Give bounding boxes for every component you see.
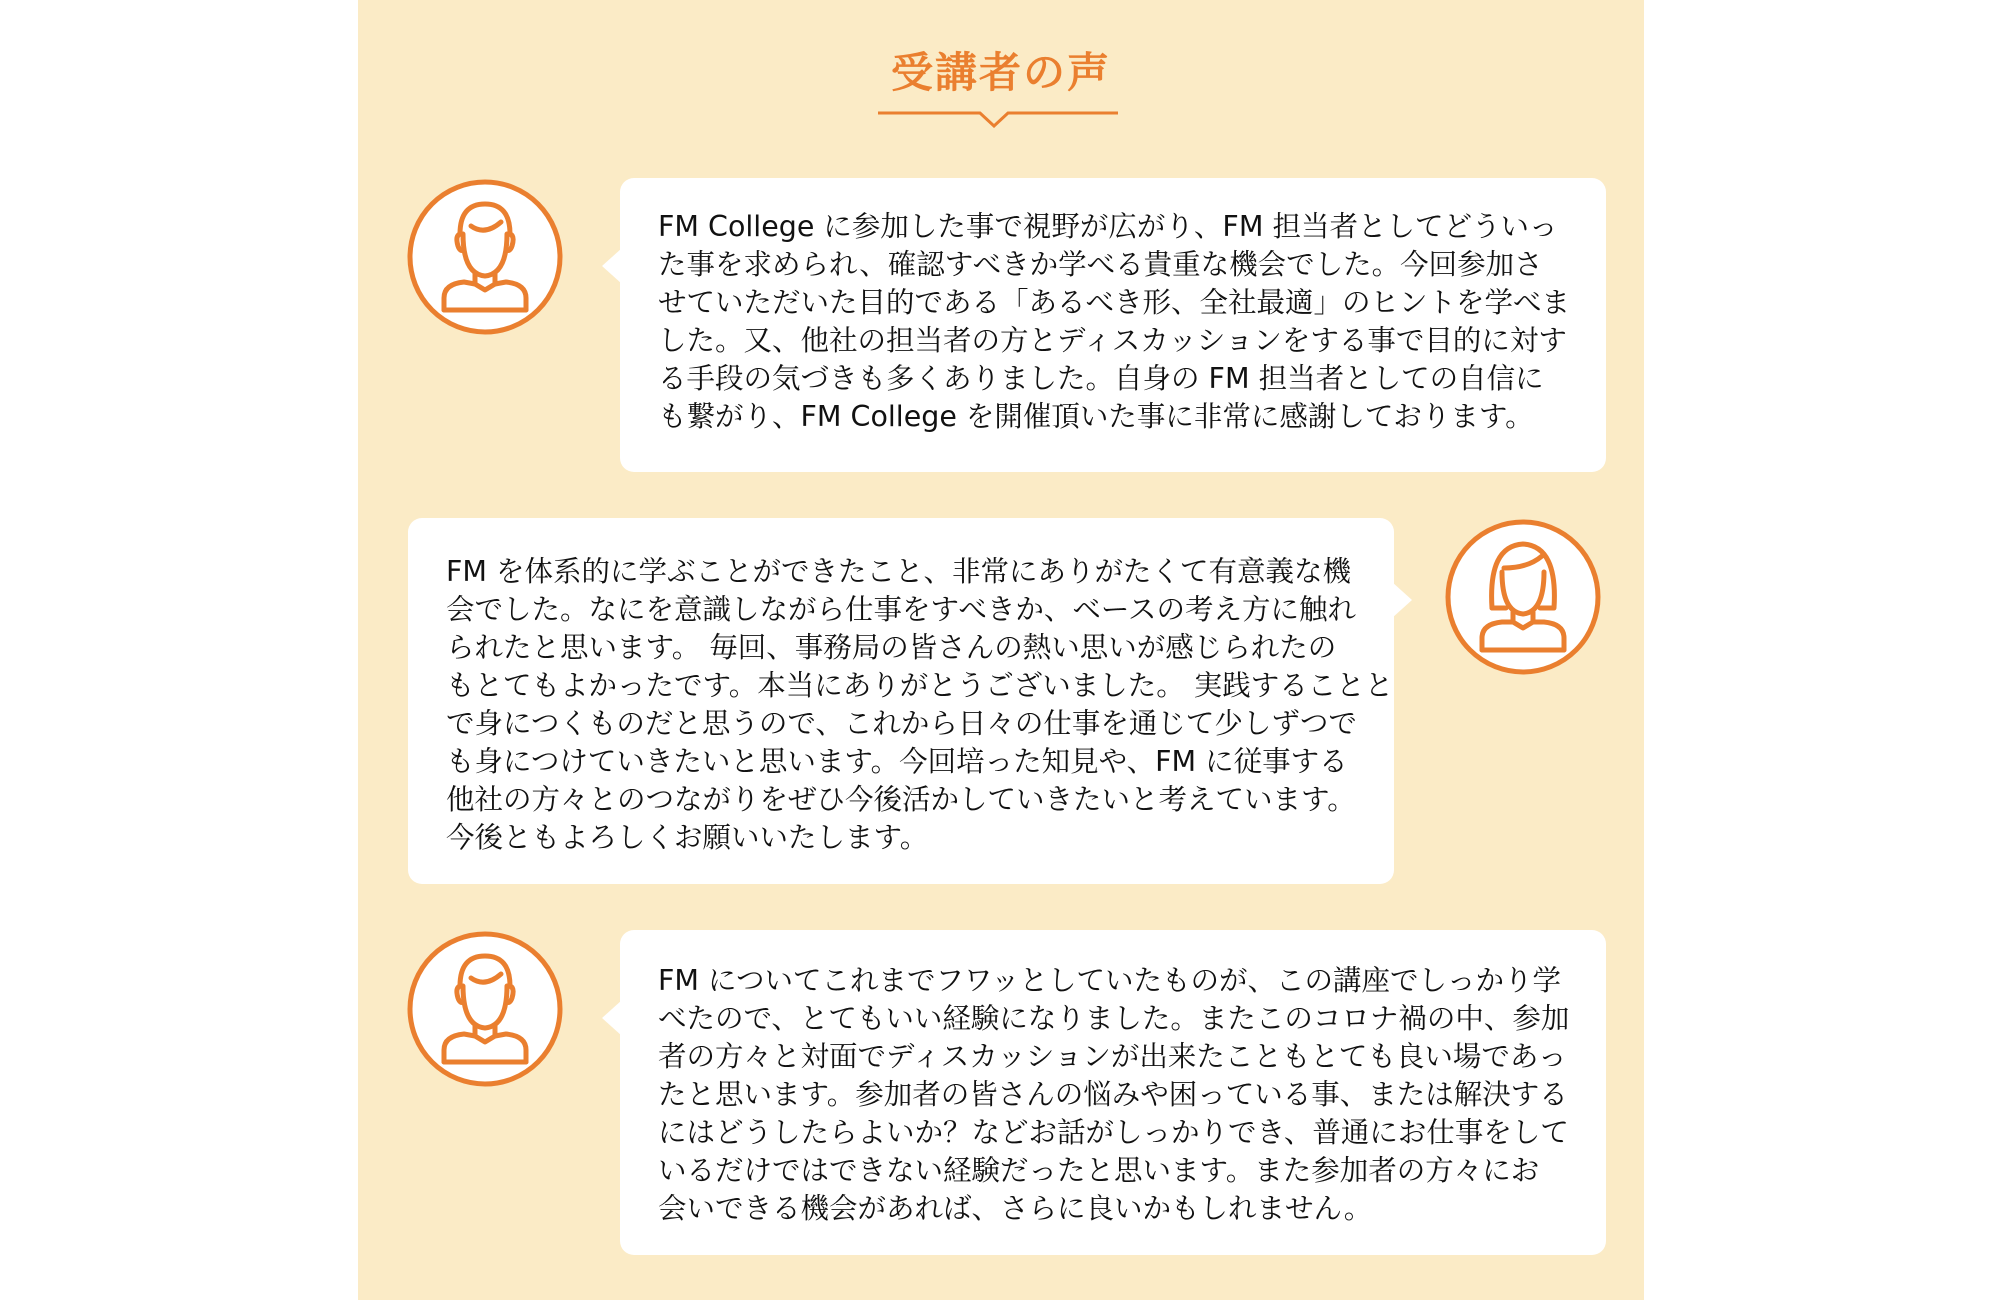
speech-bubble-tail [1392,582,1412,618]
testimonial-line: せていただいた目的である「あるべき形、全社最適」のヒントを学べま [658,286,1571,319]
speech-bubble-tail [602,248,622,284]
speech-bubble-tail [602,1000,622,1036]
testimonials-panel [358,0,1644,1300]
title-underline-pointer [878,98,1118,128]
male-person-icon [406,930,564,1088]
testimonial-line: も繋がり、FM College を開催頂いた事に非常に感謝しております。 [658,400,1534,433]
testimonial-line: たと思います。参加者の皆さんの悩みや困っている事、または解決する [658,1078,1568,1111]
testimonial-line: た事を求められ、確認すべきか学べる貴重な機会でした。今回参加さ [658,248,1543,281]
avatar-female [1444,518,1602,676]
avatar-male-2 [406,930,564,1088]
testimonial-line: もとてもよかったです。本当にありがとうございました。 実践することと [446,669,1394,702]
testimonial-line: られたと思います。 毎回、事務局の皆さんの熱い思いが感じられたの [446,631,1337,664]
female-person-icon [1444,518,1602,676]
testimonial-card-1 [620,178,1606,472]
testimonial-line: 者の方々と対面でディスカッションが出来たこともとても良い場であっ [658,1040,1567,1073]
testimonial-card-2 [408,518,1394,884]
testimonial-line: で身につくものだと思うので、これから日々の仕事を通じて少しずつで [446,707,1357,740]
testimonial-line: FM を体系的に学ぶことができたこと、非常にありがたくて有意義な機 [446,555,1352,588]
testimonial-line: 他社の方々とのつながりをぜひ今後活かしていきたいと考えています。 [446,783,1356,816]
section-title: 受講者の声 [890,48,1111,97]
testimonial-card-3 [620,930,1606,1255]
avatar-male-1 [406,178,564,336]
testimonial-line: した。又、他社の担当者の方とディスカッションをする事で目的に対す [658,324,1567,357]
testimonial-line: べたので、とてもいい経験になりました。またこのコロナ禍の中、参加 [658,1002,1570,1035]
testimonial-line: 会いできる機会があれば、さらに良いかもしれません。 [658,1192,1373,1225]
testimonial-line: FM についてこれまでフワッとしていたものが、この講座でしっかり学 [658,964,1562,997]
testimonial-line: 会でした。なにを意識しながら仕事をすべきか、ベースの考え方に触れ [446,593,1357,626]
testimonial-line: いるだけではできない経験だったと思います。また参加者の方々にお [658,1154,1540,1187]
testimonial-line: る手段の気づきも多くありました。自身の FM 担当者としての自信に [658,362,1544,395]
testimonial-line: 今後ともよろしくお願いいたします。 [446,821,929,854]
testimonial-line: にはどうしたらよいか？などお話がしっかりでき、普通にお仕事をして [658,1116,1569,1149]
testimonial-line: も身につけていきたいと思います。今回培った知見や、FM に従事する [446,745,1348,778]
testimonial-line: FM College に参加した事で視野が広がり、FM 担当者としてどういっ [658,210,1558,243]
male-person-icon [406,178,564,336]
